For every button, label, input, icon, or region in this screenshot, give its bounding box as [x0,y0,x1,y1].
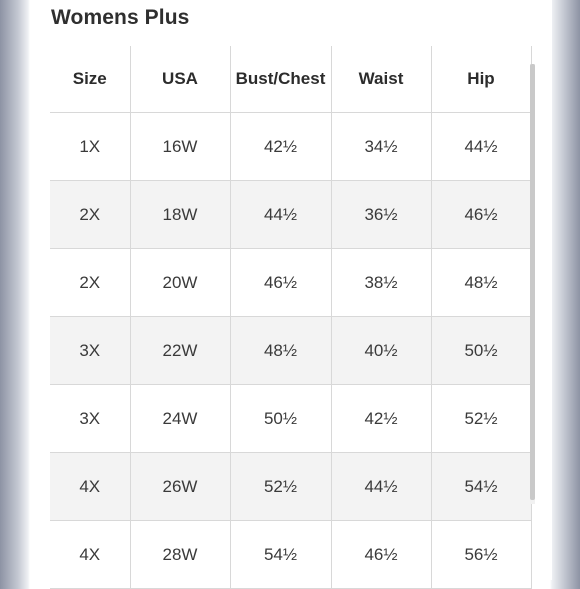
header-hip: Hip [431,46,531,113]
cell-size: 1X [50,113,130,181]
cell-bust-chest: 50½ [230,385,331,453]
cell-bust-chest: 48½ [230,317,331,385]
cell-hip: 48½ [431,249,531,317]
header-size: Size [50,46,130,113]
cell-waist: 40½ [331,317,431,385]
cell-bust-chest: 42½ [230,113,331,181]
scrollbar-thumb[interactable] [530,64,535,500]
table-row [50,113,531,181]
header-bust-chest: Bust/Chest [230,46,331,113]
cell-size: 3X [50,385,130,453]
cell-usa: 22W [130,317,230,385]
cell-hip: 46½ [431,181,531,249]
cell-bust-chest: 52½ [230,453,331,521]
cell-usa: 26W [130,453,230,521]
cell-usa: 18W [130,181,230,249]
table-row [50,181,531,249]
cell-hip: 44½ [431,113,531,181]
header-row [50,46,531,113]
cell-usa: 28W [130,521,230,589]
cell-size: 2X [50,181,130,249]
header-waist: Waist [331,46,431,113]
cell-size: 4X [50,521,130,589]
size-table [50,46,532,589]
cell-usa: 24W [130,385,230,453]
table-row [50,521,531,589]
size-chart-panel [30,0,552,580]
header-usa: USA [130,46,230,113]
cell-waist: 46½ [331,521,431,589]
cell-hip: 54½ [431,453,531,521]
cell-waist: 34½ [331,113,431,181]
cell-waist: 42½ [331,385,431,453]
cell-waist: 38½ [331,249,431,317]
cell-usa: 20W [130,249,230,317]
table-row [50,317,531,385]
cell-waist: 36½ [331,181,431,249]
table-row [50,453,531,521]
table-row [50,249,531,317]
table-row [50,385,531,453]
cell-bust-chest: 54½ [230,521,331,589]
cell-bust-chest: 46½ [230,249,331,317]
chart-title: Womens Plus [51,6,190,29]
cell-waist: 44½ [331,453,431,521]
cell-usa: 16W [130,113,230,181]
cell-hip: 56½ [431,521,531,589]
table-scrollbar[interactable] [530,64,535,504]
cell-hip: 50½ [431,317,531,385]
cell-size: 2X [50,249,130,317]
cell-size: 4X [50,453,130,521]
cell-hip: 52½ [431,385,531,453]
cell-size: 3X [50,317,130,385]
cell-bust-chest: 44½ [230,181,331,249]
